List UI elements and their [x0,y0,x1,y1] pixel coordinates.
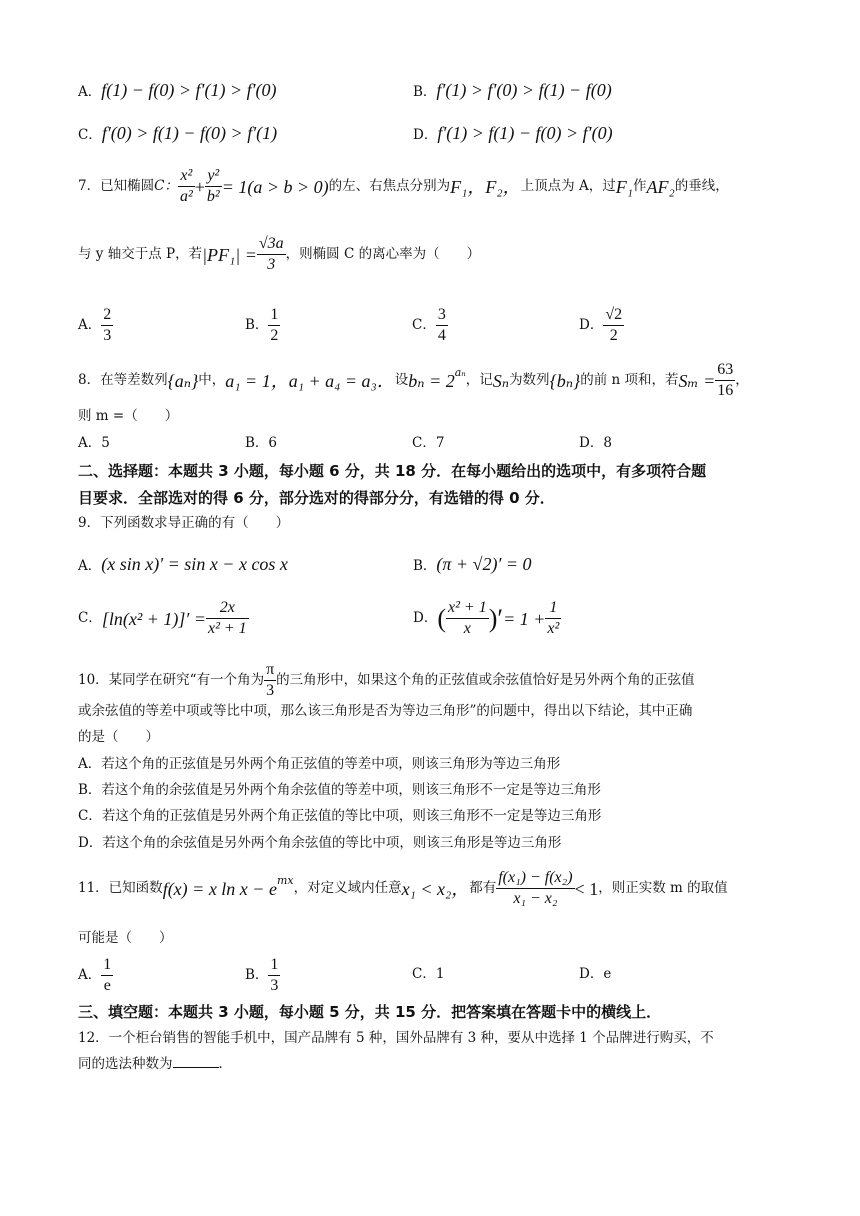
q11-option-d: D．e [579,966,612,982]
q11-option-a: A． $\frac{1}{e}$ [78,956,112,994]
q11-option-c: C．1 [412,966,445,982]
q6-option-a: A．f(1) − f(0) > f′(1) > f′(0) [78,80,277,100]
frac-x2-a2: $\frac{\text{x²}}{\text{a²}}$ [179,167,193,205]
q8-option-b: B．6 [245,435,278,451]
q8-stem-line2: 则 m =（ ） [78,408,179,424]
q6-option-d-math: f′(1) > f(1) − f(0) > f′(0) [437,123,613,143]
frac-1-x2: $\frac{1}{\text{x²}}$ [547,599,560,637]
q10-stem-line2: 或余弦值的等差中项或等比中项，那么该三角形是否为等边三角形”的问题中，得出以下结论，其中正确 [78,703,693,719]
frac-2x-x2p1: $\frac{2x}{\text{x² + 1}}$ [207,599,247,637]
q12-stem-line1: 12．一个柜台销售的智能手机中，国产品牌有 5 种，国外品牌有 3 种，要从中选择 1 个品牌进行购买，不 [78,1030,714,1046]
q7-stem-line1: 7．已知椭圆 C： $\frac{\text{x²}}{\text{a²}}$ + $\frac{\text{y²}}{\text{b²}}$ = 1(a > b > 0) 的左、右焦点分别为 F₁， F₂， 上顶点为 A，过 F₁ 作 AF₂ 的垂线， [78,167,729,205]
q10-option-a: A．若这个角的正弦值是另外两个角正弦值的等差中项，则该三角形为等边三角形 [78,756,561,772]
frac-1-e: $\frac{1}{e}$ [103,956,112,994]
q6-option-c-math: f′(0) > f(1) − f(0) > f′(1) [101,123,278,143]
q11-stem-line1: 11．已知函数 f(x) = x ln x − e $^{mx}$ ，对定义域内任意 x₁ < x₂， 都有 $\frac{\text{f(x₁) − f(x₂)}}{\text{x₁ − x₂}}$ < 1 ，则正实数 m 的取值 [78,869,728,907]
q12-stem-line2: 同的选法种数为 ． [78,1056,232,1072]
q8-option-d: D．8 [579,435,612,451]
q9-option-d: D． ( $\frac{\text{x² + 1}}{x}$ )′ = 1 + $\frac{1}{\text{x²}}$ [413,599,560,637]
q8-stem-line1: 8．在等差数列 {aₙ} 中， a₁ = 1， a₁ + a₄ = a₃． 设 bₙ = 2 $^{a_n}$ ，记 Sₙ 为数列 {bₙ} 的前 n 项和，若 Sₘ = $\frac{63}{16}$ ， [78,361,749,399]
q8-option-a: A．5 [78,435,110,451]
q11-stem-line2: 可能是（ ） [78,930,173,946]
q7-option-b: B． $\frac{1}{2}$ [245,306,279,344]
section-2-heading-line1: 二、选择题：本题共 3 小题，每小题 6 分，共 18 分．在每小题给出的选项中，有多项符合题 [78,462,707,480]
q6-option-a-math: f(1) − f(0) > f′(1) > f′(0) [101,80,277,100]
frac-sqrt2-2: $\frac{√2}{2}$ [605,306,623,344]
q7-option-d: D． $\frac{√2}{2}$ [579,306,623,344]
frac-sqrt3a-3: $\frac{√3a}{3}$ [258,235,284,273]
q10-option-b: B．若这个角的余弦值是另外两个角余弦值的等差中项，则该三角形不一定是等边三角形 [78,782,601,798]
q6-option-c: C．f′(0) > f(1) − f(0) > f′(1) [78,123,278,143]
section-2-heading-line2: 目要求．全部选对的得 6 分，部分选对的得部分分，有选错的得 0 分． [78,489,555,507]
section-3-heading: 三、填空题：本题共 3 小题，每小题 5 分，共 15 分．把答案填在答题卡中的横线上． [78,1003,662,1021]
q6-option-b: B．f′(1) > f′(0) > f(1) − f(0) [413,80,612,100]
frac-1-3: $\frac{1}{3}$ [270,956,279,994]
frac-63-16: $\frac{63}{16}$ [717,361,734,399]
q7-stem-line2: 与 y 轴交于点 P，若 |PF₁| = $\frac{√3a}{3}$ ，则椭圆 C 的离心率为（ ） [78,235,481,273]
q6-option-d: D．f′(1) > f(1) − f(0) > f′(0) [413,123,613,143]
q8-option-c: C．7 [412,435,445,451]
q7-option-a: A． $\frac{2}{3}$ [78,306,112,344]
frac-2-3: $\frac{2}{3}$ [103,306,112,344]
frac-1-2: $\frac{1}{2}$ [270,306,279,344]
q9-option-b: B．(π + √2)′ = 0 [413,554,532,574]
q6-option-b-math: f′(1) > f′(0) > f(1) − f(0) [436,80,612,100]
q9-stem: 9．下列函数求导正确的有（ ） [78,515,290,531]
frac-x2p1-x: $\frac{\text{x² + 1}}{x}$ [448,599,487,637]
q9-option-a: A．(x sin x)′ = sin x − x cos x [78,554,288,574]
frac-3-4: $\frac{3}{4}$ [437,306,446,344]
q10-stem-line1: 10．某同学在研究“有一个角为 $\frac{\pi}{3}$ 的三角形中，如果这个角的正弦值或余弦值恰好是另外两个角的正弦值 [78,661,695,699]
frac-y2-b2: $\frac{\text{y²}}{\text{b²}}$ [206,167,220,205]
q10-option-c: C．若这个角的正弦值是另外两个角正弦值的等比中项，则该三角形不一定是等边三角形 [78,808,602,824]
q9-option-c: C． [ln(x² + 1)]′ = $\frac{2x}{\text{x² + 1}}$ [78,599,247,637]
answer-blank[interactable] [173,1067,219,1068]
q10-stem-line3: 的是（ ） [78,729,159,745]
frac-fx1-fx2: $\frac{\text{f(x₁) − f(x₂)}}{\text{x₁ − x₂}}$ [498,869,573,907]
q10-option-d: D．若这个角的余弦值是另外两个角余弦值的等比中项，则该三角形是等边三角形 [78,835,562,851]
q11-option-b: B． $\frac{1}{3}$ [245,956,279,994]
frac-pi-3: $\frac{\pi}{3}$ [266,661,275,699]
q7-option-c: C． $\frac{3}{4}$ [412,306,446,344]
